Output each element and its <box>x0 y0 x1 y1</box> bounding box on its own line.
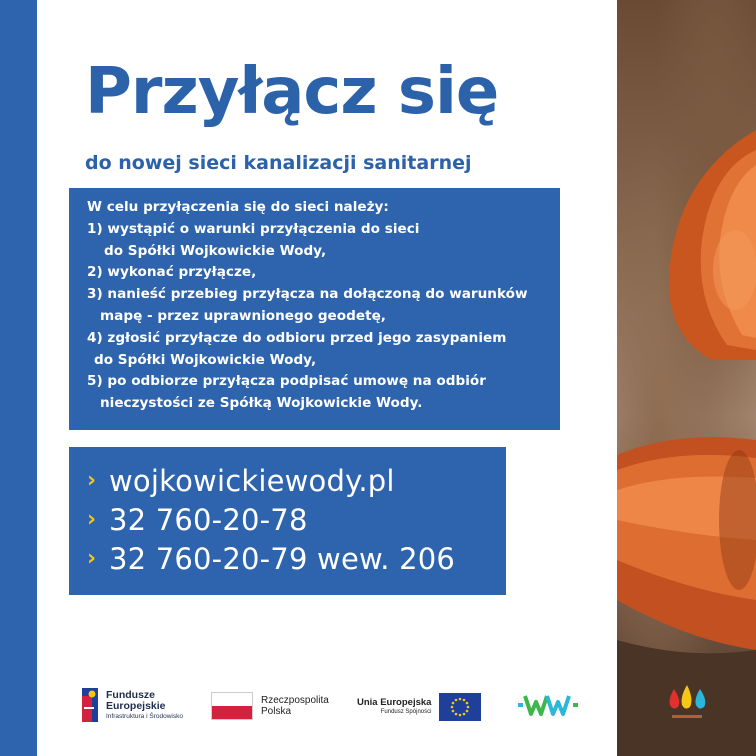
eu-label-2: Fundusz Spójności <box>380 709 432 715</box>
step-3-continued: mapę - przez uprawnionego geodetę, <box>100 307 386 324</box>
subheadline: do nowej sieci kanalizacji sanitarnej <box>85 152 472 174</box>
drops-mark-icon <box>664 683 710 723</box>
instructions-panel <box>69 188 560 430</box>
fe-label-1: Fundusze <box>106 688 155 701</box>
phone-row-1 <box>87 500 506 539</box>
rp-label-2: Polska <box>261 706 292 717</box>
pipes-photo <box>617 0 756 756</box>
phone-number-2[interactable]: 32 760-20-79 wew. 206 <box>109 541 456 576</box>
step-3: 3) nanieść przebieg przyłącza na dołączoną do warunków <box>87 286 528 303</box>
headline: Przyłącz się <box>85 55 499 129</box>
step-1-continued: do Spółki Wojkowickie Wody, <box>104 242 327 259</box>
eu-flag-icon <box>439 693 481 721</box>
eu-label-1: Unia Europejska <box>357 697 432 708</box>
chevron-right-icon: › <box>87 506 97 532</box>
step-5: 5) po odbiorze przyłącza podpisać umowę na odbiór <box>87 373 486 390</box>
contact-panel <box>69 447 506 595</box>
step-1: 1) wystąpić o warunki przyłączenia do sieci <box>87 220 420 237</box>
pipes-illustration <box>617 0 756 756</box>
rzeczpospolita-polska-logo <box>211 692 329 720</box>
wojkowickie-wody-mark <box>664 683 710 727</box>
left-accent-stripe <box>0 0 37 756</box>
fe-label-3: Infrastruktura i Środowisko <box>106 712 183 720</box>
chevron-right-icon: › <box>87 545 97 571</box>
step-5-continued: nieczystości ze Spółką Wojkowickie Wody. <box>100 395 423 412</box>
phone-row-2 <box>87 539 506 578</box>
instructions-intro: W celu przyłączenia się do sieci należy: <box>87 199 389 215</box>
step-4: 4) zgłosić przyłącze do odbioru przed jego zasypaniem <box>87 329 507 346</box>
chevron-right-icon: › <box>87 467 97 493</box>
ww-mark-icon <box>518 690 580 720</box>
website-link[interactable]: wojkowickiewody.pl <box>109 463 395 498</box>
fe-label-2: Europejskie <box>106 699 166 712</box>
rp-label-1: Rzeczpospolita <box>261 695 329 706</box>
fe-emblem-icon <box>80 686 100 724</box>
unia-europejska-logo <box>357 693 481 721</box>
step-4-continued: do Spółki Wojkowickie Wody, <box>94 351 317 368</box>
polish-flag-icon <box>211 692 253 720</box>
step-2: 2) wykonać przyłącze, <box>87 264 257 281</box>
fundusze-europejskie-logo <box>80 686 183 724</box>
website-row <box>87 461 506 500</box>
ww-logo <box>518 690 580 724</box>
phone-number-1[interactable]: 32 760-20-78 <box>109 502 308 537</box>
